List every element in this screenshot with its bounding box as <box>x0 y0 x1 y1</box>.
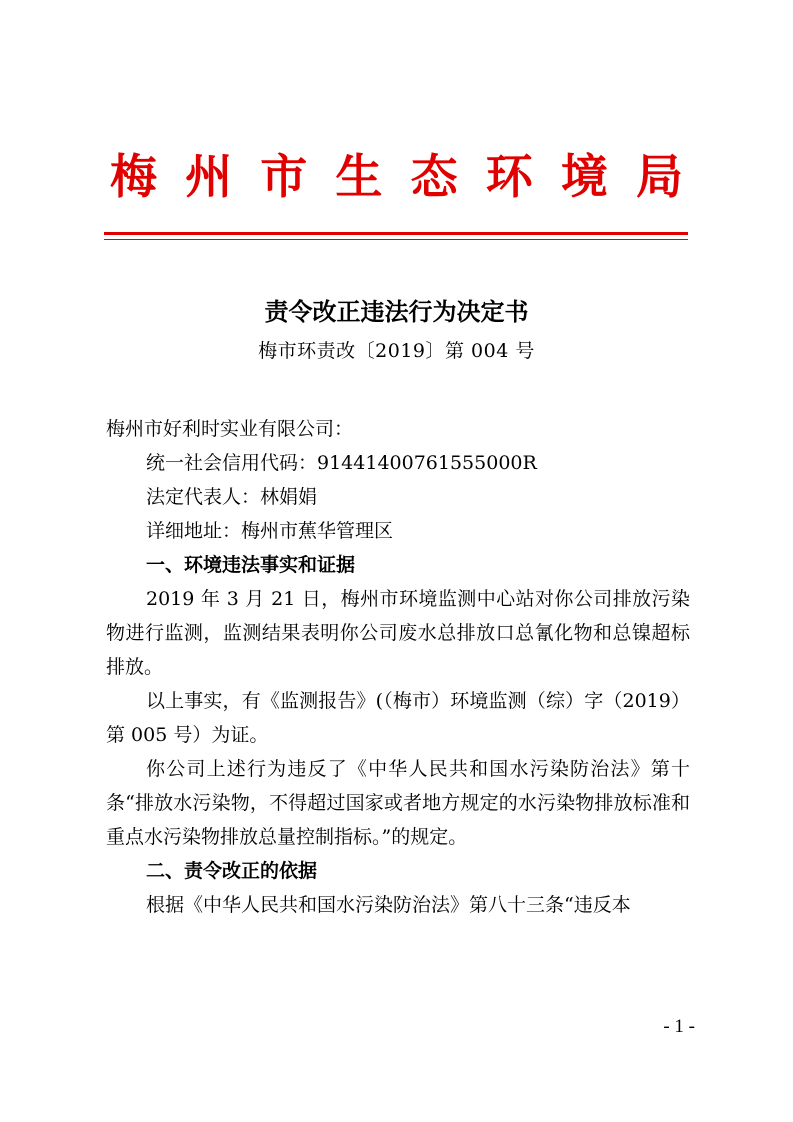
basis-paragraph: 根据《中华人民共和国水污染防治法》第八十三条“违反本 <box>146 894 631 916</box>
document-body <box>106 412 690 922</box>
addressee: 梅州市好利时实业有限公司： <box>106 418 354 440</box>
letterhead-rule-thick <box>104 232 688 235</box>
facts-paragraph: 2019 年 3 月 21 日，梅州市环境监测中心站对你公司排放污染物进行监测，监测结果表明你公司废水总排放口总氰化物和总镍超标排放。 <box>106 588 690 678</box>
address-line: 详细地址：梅州市蕉华管理区 <box>146 520 394 542</box>
section-heading-facts: 一、环境违法事实和证据 <box>146 554 356 576</box>
letterhead-rule-thin <box>104 239 688 240</box>
org-letterhead: 梅州市生态环境局 <box>110 150 685 205</box>
document-title: 责令改正违法行为决定书 <box>264 297 529 326</box>
section-heading-basis: 二、责令改正的依据 <box>146 860 318 882</box>
legal-rep-line: 法定代表人：林娟娟 <box>146 486 318 508</box>
evidence-paragraph: 以上事实，有《监测报告》(（梅市）环境监测（综）字（2019）第 005 号）为证。 <box>106 690 690 746</box>
credit-code-line: 统一社会信用代码：91441400761555000R <box>146 452 537 474</box>
violation-paragraph: 你公司上述行为违反了《中华人民共和国水污染防治法》第十条“排放水污染物，不得超过国家或者地方规定的水污染物排放标准和重点水污染物排放总量控制指标。”的规定。 <box>106 758 690 848</box>
document-number: 梅市环责改〔2019〕第 004 号 <box>258 340 535 362</box>
page-number: - 1 - <box>663 1016 695 1037</box>
